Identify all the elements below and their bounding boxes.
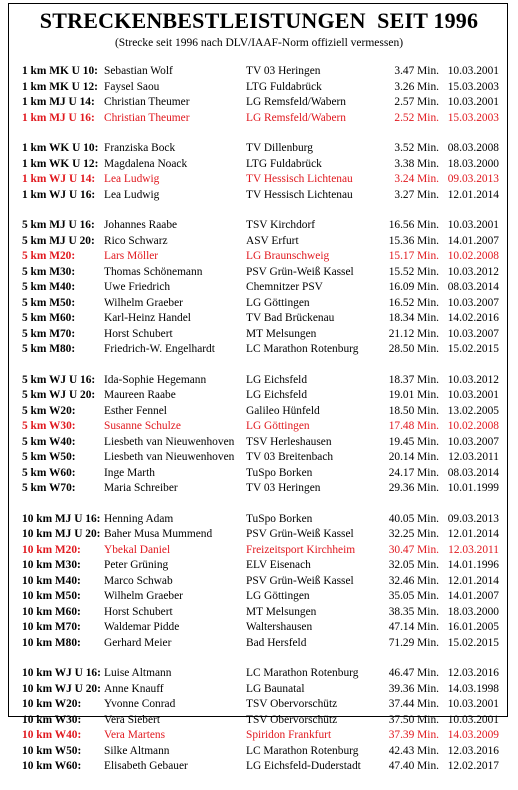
club-name: LG Göttingen <box>246 590 310 602</box>
club-name: TV 03 Breitenbach <box>246 451 334 463</box>
record-date: 08.03.2014 <box>447 466 499 479</box>
record-time: 47.40 Min. <box>388 760 439 772</box>
club-name: PSV Grün-Weiß Kassel <box>246 528 354 540</box>
athlete-name: Inge Marth <box>104 466 155 479</box>
athlete-name: Elisabeth Gebauer <box>104 760 188 772</box>
record-date: 10.03.2001 <box>447 219 499 231</box>
record-time: 15.17 Min. <box>388 250 439 262</box>
record-row <box>22 512 502 528</box>
record-date: 15.02.2015 <box>447 343 499 355</box>
record-date: 10.03.2007 <box>447 435 499 448</box>
record-time: 20.14 Min. <box>388 451 439 463</box>
club-name: TV 03 Heringen <box>246 482 321 494</box>
club-name: MT Melsungen <box>246 605 317 618</box>
club-name: PSV Grün-Weiß Kassel <box>246 574 354 587</box>
athlete-name: Henning Adam <box>104 512 174 525</box>
category-label: 10 km M30: <box>22 559 81 571</box>
category-label: 1 km WJ U 16: <box>22 188 96 201</box>
record-time: 3.26 Min. <box>394 80 439 93</box>
record-row <box>22 80 502 96</box>
record-date: 10.03.2007 <box>447 296 499 309</box>
athlete-name: Horst Schubert <box>104 327 173 340</box>
athlete-name: Rico Schwarz <box>104 234 168 247</box>
athlete-name: Luise Altmann <box>104 667 172 679</box>
club-name: TSV Obervorschütz <box>246 713 338 726</box>
record-time: 18.37 Min. <box>388 373 439 386</box>
athlete-name: Faysel Saou <box>104 80 160 93</box>
category-label: 1 km WK U 12: <box>22 157 99 170</box>
club-name: Spiridon Frankfurt <box>246 729 332 741</box>
record-row <box>22 157 502 173</box>
athlete-name: Baher Musa Mummend <box>104 528 213 540</box>
record-time: 21.12 Min. <box>388 327 439 340</box>
record-date: 10.03.2007 <box>447 327 499 340</box>
category-label: 5 km W20: <box>22 404 76 417</box>
category-label: 5 km MJ U 16: <box>22 219 95 231</box>
athlete-name: Maria Schreiber <box>104 482 178 494</box>
record-row <box>22 111 502 127</box>
category-label: 1 km MJ U 16: <box>22 111 95 124</box>
club-name: LTG Fuldabrück <box>246 80 322 93</box>
record-group <box>22 141 502 203</box>
record-date: 15.02.2015 <box>447 636 499 649</box>
record-row <box>22 249 502 265</box>
record-time: 39.36 Min. <box>388 682 439 695</box>
category-label: 5 km W60: <box>22 466 76 479</box>
category-label: 5 km W30: <box>22 420 76 432</box>
record-group <box>22 512 502 652</box>
record-time: 15.52 Min. <box>388 265 439 278</box>
record-date: 12.03.2016 <box>447 744 499 757</box>
record-date: 14.01.2007 <box>447 234 499 247</box>
athlete-name: Liesbeth van Nieuwenhoven <box>104 451 235 463</box>
record-time: 30.47 Min. <box>388 543 439 556</box>
category-label: 1 km MK U 10: <box>22 65 98 77</box>
record-date: 10.03.2001 <box>447 96 499 108</box>
record-time: 3.47 Min. <box>394 65 439 77</box>
record-time: 24.17 Min. <box>388 466 439 479</box>
record-date: 10.03.2001 <box>447 389 499 401</box>
club-name: LG Baunatal <box>246 682 305 695</box>
category-label: 1 km MJ U 14: <box>22 96 95 108</box>
record-date: 13.02.2005 <box>447 404 499 417</box>
record-row <box>22 172 502 188</box>
record-time: 46.47 Min. <box>388 667 439 679</box>
category-label: 5 km M20: <box>22 250 76 262</box>
record-date: 14.01.1996 <box>447 559 499 571</box>
record-date: 08.03.2008 <box>447 142 499 154</box>
record-row <box>22 713 502 729</box>
record-row <box>22 589 502 605</box>
record-row <box>22 574 502 590</box>
athlete-name: Vera Siebert <box>104 713 160 726</box>
athlete-name: Anne Knauff <box>104 682 164 695</box>
record-time: 3.24 Min. <box>394 173 439 185</box>
record-date: 10.02.2008 <box>447 250 499 262</box>
record-time: 37.39 Min. <box>388 729 439 741</box>
club-name: TV Bad Brückenau <box>246 312 335 324</box>
record-row <box>22 141 502 157</box>
category-label: 1 km WK U 10: <box>22 142 99 154</box>
record-group <box>22 218 502 358</box>
athlete-name: Maureen Raabe <box>104 389 176 401</box>
athlete-name: Thomas Schönemann <box>104 265 203 278</box>
club-name: LTG Fuldabrück <box>246 157 322 170</box>
category-label: 10 km M40: <box>22 574 81 587</box>
record-time: 18.34 Min. <box>388 312 439 324</box>
category-label: 10 km MJ U 16: <box>22 512 101 525</box>
club-name: TSV Kirchdorf <box>246 219 316 231</box>
athlete-name: Lea Ludwig <box>104 188 160 201</box>
record-group <box>22 64 502 126</box>
club-name: LC Marathon Rotenburg <box>246 667 359 679</box>
record-time: 32.25 Min. <box>388 528 439 540</box>
record-time: 2.52 Min. <box>394 111 439 124</box>
record-row <box>22 697 502 713</box>
record-time: 38.35 Min. <box>388 605 439 618</box>
record-date: 10.03.2001 <box>447 698 499 710</box>
athlete-name: Peter Grüning <box>104 559 169 571</box>
record-time: 37.50 Min. <box>388 713 439 726</box>
athlete-name: Christian Theumer <box>104 111 190 124</box>
category-label: 5 km M50: <box>22 296 76 309</box>
record-time: 16.56 Min. <box>388 219 439 231</box>
club-name: Galileo Hünfeld <box>246 404 320 417</box>
record-date: 18.03.2000 <box>447 605 499 618</box>
club-name: Chemnitzer PSV <box>246 281 323 293</box>
club-name: ELV Eisenach <box>246 559 311 571</box>
category-label: 10 km M60: <box>22 605 81 618</box>
record-date: 16.01.2005 <box>447 621 499 633</box>
record-date: 12.01.2014 <box>447 574 499 587</box>
club-name: LG Göttingen <box>246 296 310 309</box>
category-label: 10 km WJ U 16: <box>22 667 101 679</box>
record-date: 09.03.2013 <box>447 173 499 185</box>
category-label: 5 km M70: <box>22 327 76 340</box>
category-label: 5 km MJ U 20: <box>22 234 95 247</box>
page-title: STRECKENBESTLEISTUNGEN SEIT 1996 <box>39 8 479 33</box>
category-label: 10 km M70: <box>22 621 81 633</box>
athlete-name: Friedrich-W. Engelhardt <box>104 343 215 355</box>
athlete-name: Lars Möller <box>104 250 159 262</box>
record-row <box>22 342 502 358</box>
record-row <box>22 419 502 435</box>
record-row <box>22 450 502 466</box>
category-label: 10 km W20: <box>22 698 82 710</box>
club-name: PSV Grün-Weiß Kassel <box>246 265 354 278</box>
record-row <box>22 481 502 497</box>
athlete-name: Vera Martens <box>104 729 166 741</box>
record-row <box>22 558 502 574</box>
record-row <box>22 188 502 204</box>
record-row <box>22 296 502 312</box>
club-name: TV 03 Heringen <box>246 65 321 77</box>
category-label: 1 km MK U 12: <box>22 80 98 93</box>
record-time: 47.14 Min. <box>388 621 439 633</box>
club-name: Freizeitsport Kirchheim <box>246 543 356 556</box>
record-group <box>22 373 502 497</box>
club-name: TuSpo Borken <box>246 512 313 525</box>
athlete-name: Sebastian Wolf <box>104 65 173 77</box>
category-label: 10 km MJ U 20: <box>22 528 101 540</box>
record-time: 29.36 Min. <box>388 482 439 494</box>
athlete-name: Lea Ludwig <box>104 173 160 185</box>
club-name: LG Eichsfeld <box>246 373 308 386</box>
athlete-name: Ida-Sophie Hegemann <box>104 373 207 386</box>
record-row <box>22 620 502 636</box>
club-name: LC Marathon Rotenburg <box>246 343 359 355</box>
record-time: 37.44 Min. <box>388 698 439 710</box>
club-name: Bad Hersfeld <box>246 636 307 649</box>
athlete-name: Susanne Schulze <box>104 420 181 432</box>
athlete-name: Christian Theumer <box>104 96 190 108</box>
record-time: 42.43 Min. <box>388 744 439 757</box>
record-row <box>22 744 502 760</box>
athlete-name: Gerhard Meier <box>104 636 172 649</box>
record-group <box>22 666 502 775</box>
category-label: 5 km WJ U 20: <box>22 389 96 401</box>
athlete-name: Silke Altmann <box>104 744 170 757</box>
record-date: 14.01.2007 <box>447 590 499 602</box>
athlete-name: Magdalena Noack <box>104 157 188 170</box>
record-date: 18.03.2000 <box>447 157 499 170</box>
record-time: 15.36 Min. <box>388 234 439 247</box>
club-name: LG Braunschweig <box>246 250 330 262</box>
record-date: 08.03.2014 <box>447 281 499 293</box>
record-time: 71.29 Min. <box>388 636 439 649</box>
category-label: 5 km WJ U 16: <box>22 373 96 386</box>
record-date: 14.02.2016 <box>447 312 499 324</box>
record-time: 28.50 Min. <box>388 343 439 355</box>
athlete-name: Yvonne Conrad <box>104 698 176 710</box>
record-date: 09.03.2013 <box>447 512 499 525</box>
category-label: 1 km WJ U 14: <box>22 173 96 185</box>
record-row <box>22 435 502 451</box>
club-name: TSV Herleshausen <box>246 435 332 448</box>
record-row <box>22 728 502 744</box>
athlete-name: Uwe Friedrich <box>104 281 171 293</box>
record-row <box>22 218 502 234</box>
category-label: 10 km M80: <box>22 636 81 649</box>
club-name: LG Remsfeld/Wabern <box>246 111 346 124</box>
athlete-name: Horst Schubert <box>104 605 173 618</box>
category-label: 5 km M40: <box>22 281 76 293</box>
record-row <box>22 527 502 543</box>
record-time: 40.05 Min. <box>388 512 439 525</box>
category-label: 5 km W50: <box>22 451 76 463</box>
category-label: 10 km W50: <box>22 744 82 757</box>
record-row <box>22 605 502 621</box>
record-date: 10.03.2012 <box>447 265 499 278</box>
category-label: 10 km M20: <box>22 543 81 556</box>
record-row <box>22 543 502 559</box>
record-time: 19.45 Min. <box>388 435 439 448</box>
record-date: 10.01.1999 <box>447 482 499 494</box>
record-date: 12.03.2011 <box>448 451 499 463</box>
record-row <box>22 636 502 652</box>
record-date: 14.03.2009 <box>447 729 499 741</box>
record-row <box>22 404 502 420</box>
record-time: 3.38 Min. <box>394 157 439 170</box>
club-name: ASV Erfurt <box>246 234 299 247</box>
record-date: 15.03.2003 <box>447 111 499 124</box>
club-name: TV Hessisch Lichtenau <box>246 188 353 201</box>
club-name: MT Melsungen <box>246 327 317 340</box>
athlete-name: Liesbeth van Nieuwenhoven <box>104 435 235 448</box>
record-time: 32.05 Min. <box>388 559 439 571</box>
record-time: 19.01 Min. <box>388 389 439 401</box>
record-date: 10.02.2008 <box>447 420 499 432</box>
record-time: 17.48 Min. <box>388 420 439 432</box>
records-list <box>22 64 502 790</box>
category-label: 5 km W40: <box>22 435 76 448</box>
club-name: LG Remsfeld/Wabern <box>246 96 346 108</box>
record-date: 12.01.2014 <box>447 528 499 540</box>
record-date: 10.03.2012 <box>447 373 499 386</box>
athlete-name: Marco Schwab <box>104 574 173 587</box>
club-name: LG Göttingen <box>246 420 310 432</box>
club-name: TuSpo Borken <box>246 466 313 479</box>
record-time: 18.50 Min. <box>388 404 439 417</box>
record-row <box>22 682 502 698</box>
category-label: 5 km W70: <box>22 482 76 494</box>
record-date: 14.03.1998 <box>447 682 499 695</box>
category-label: 10 km WJ U 20: <box>22 682 101 695</box>
club-name: LG Eichsfeld-Duderstadt <box>246 760 361 772</box>
record-row <box>22 466 502 482</box>
record-row <box>22 373 502 389</box>
record-date: 12.01.2014 <box>447 188 499 201</box>
athlete-name: Karl-Heinz Handel <box>104 312 191 324</box>
club-name: LC Marathon Rotenburg <box>246 744 359 757</box>
record-time: 32.46 Min. <box>388 574 439 587</box>
record-row <box>22 95 502 111</box>
club-name: TV Dillenburg <box>246 142 313 154</box>
category-label: 5 km M60: <box>22 312 76 324</box>
record-row <box>22 234 502 250</box>
record-row <box>22 388 502 404</box>
record-row <box>22 759 502 775</box>
category-label: 10 km W30: <box>22 713 82 726</box>
record-date: 12.02.2017 <box>447 760 499 772</box>
record-row <box>22 311 502 327</box>
record-time: 35.05 Min. <box>388 590 439 602</box>
record-date: 10.03.2001 <box>447 65 499 77</box>
record-date: 12.03.2016 <box>447 667 499 679</box>
record-row <box>22 666 502 682</box>
athlete-name: Wilhelm Graeber <box>104 590 183 602</box>
club-name: Waltershausen <box>246 621 313 633</box>
record-date: 10.03.2001 <box>447 713 499 726</box>
athlete-name: Waldemar Pidde <box>104 621 180 633</box>
athlete-name: Ybekal Daniel <box>104 543 171 556</box>
record-row <box>22 265 502 281</box>
page-subtitle: (Strecke seit 1996 nach DLV/IAAF-Norm offiziell vermessen) <box>114 37 404 49</box>
athlete-name: Wilhelm Graeber <box>104 296 183 309</box>
athlete-name: Esther Fennel <box>104 404 167 417</box>
record-row <box>22 280 502 296</box>
athlete-name: Franziska Bock <box>104 142 176 154</box>
category-label: 10 km M50: <box>22 590 81 602</box>
record-row <box>22 327 502 343</box>
club-name: LG Eichsfeld <box>246 389 308 401</box>
record-date: 12.03.2011 <box>448 543 499 556</box>
category-label: 10 km W60: <box>22 760 82 772</box>
record-row <box>22 64 502 80</box>
record-time: 16.09 Min. <box>388 281 439 293</box>
club-name: TSV Obervorschütz <box>246 698 338 710</box>
club-name: TV Hessisch Lichtenau <box>246 173 353 185</box>
athlete-name: Johannes Raabe <box>104 219 178 231</box>
record-time: 16.52 Min. <box>388 296 439 309</box>
category-label: 5 km M30: <box>22 265 76 278</box>
record-time: 2.57 Min. <box>394 96 439 108</box>
record-date: 15.03.2003 <box>447 80 499 93</box>
record-time: 3.27 Min. <box>394 188 439 201</box>
category-label: 10 km W40: <box>22 729 82 741</box>
record-time: 3.52 Min. <box>394 142 439 154</box>
category-label: 5 km M80: <box>22 343 76 355</box>
